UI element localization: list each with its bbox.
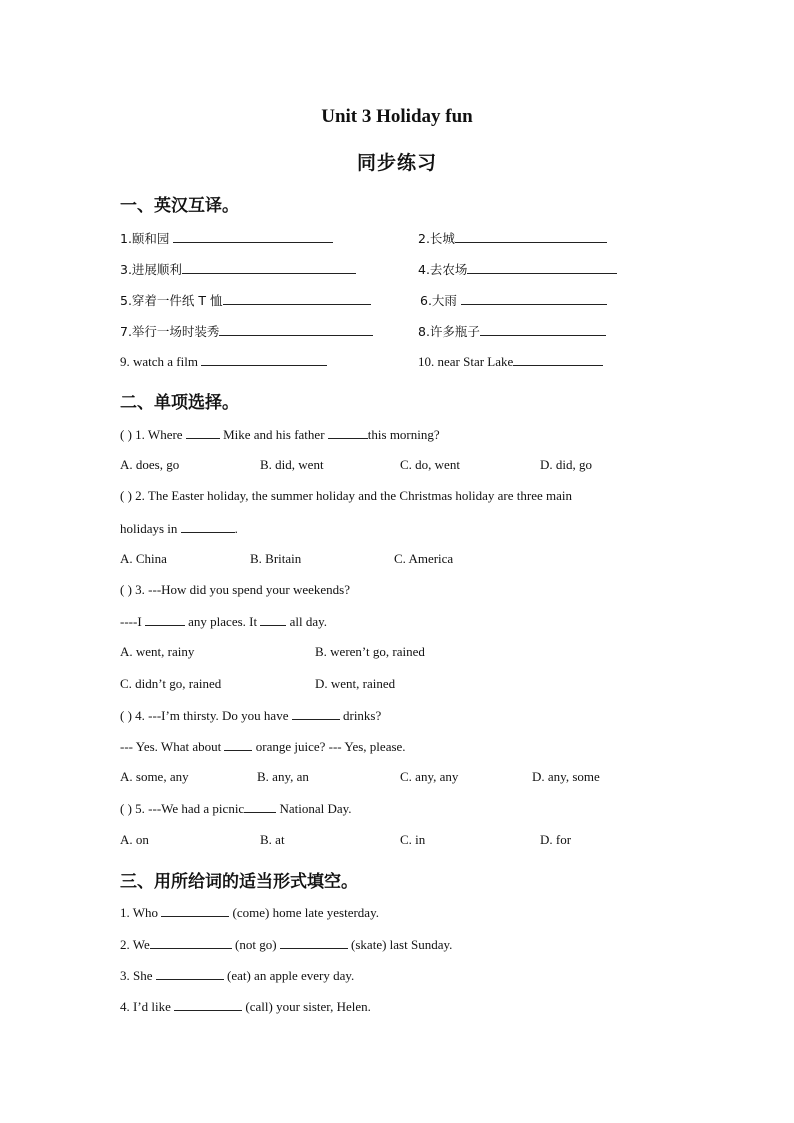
option[interactable]: C. do, went: [400, 457, 460, 472]
option[interactable]: C. didn’t go, rained: [120, 676, 222, 691]
translate-item: 3.进展顺利: [120, 260, 356, 278]
answer-blank[interactable]: [280, 936, 348, 949]
answer-blank[interactable]: [260, 613, 286, 626]
answer-blank[interactable]: [219, 323, 373, 336]
translate-item: 10. near Star Lake: [418, 353, 603, 370]
answer-blank[interactable]: [201, 353, 327, 366]
page-title: Unit 3 Holiday fun: [321, 106, 473, 127]
option[interactable]: B. weren’t go, rained: [315, 644, 425, 659]
option[interactable]: A. does, go: [120, 457, 180, 472]
answer-blank[interactable]: [513, 353, 603, 366]
answer-blank[interactable]: [156, 967, 224, 980]
answer-blank[interactable]: [467, 261, 617, 274]
translate-item: 9. watch a film: [120, 353, 327, 370]
fill-item-2: 2. We (not go) (skate) last Sunday.: [120, 937, 453, 952]
answer-blank[interactable]: [461, 292, 607, 305]
section-heading-translate: 一、英汉互译。: [120, 196, 239, 216]
option[interactable]: B. at: [260, 832, 285, 847]
option[interactable]: B. did, went: [260, 457, 324, 472]
answer-blank[interactable]: [181, 520, 235, 533]
answer-blank[interactable]: [292, 707, 340, 720]
answer-blank[interactable]: [224, 738, 252, 751]
section-heading-fill: 三、用所给词的适当形式填空。: [120, 872, 358, 892]
translate-item: 4.去农场: [418, 260, 617, 278]
answer-blank[interactable]: [174, 998, 242, 1011]
option[interactable]: D. for: [540, 832, 572, 847]
option[interactable]: C. in: [400, 832, 426, 847]
fill-item-4: 4. I’d like (call) your sister, Helen.: [120, 999, 371, 1014]
option[interactable]: D. any, some: [532, 769, 600, 784]
question-3-cont: ----I any places. It all day.: [120, 614, 328, 629]
option[interactable]: C. any, any: [400, 769, 459, 784]
answer-blank[interactable]: [145, 613, 185, 626]
translate-item: 1.颐和园: [120, 229, 333, 247]
translate-item: 2.长城: [418, 229, 607, 247]
option[interactable]: A. some, any: [120, 769, 189, 784]
answer-blank[interactable]: [186, 426, 220, 439]
question-2-cont: holidays in .: [120, 521, 238, 536]
option[interactable]: C. America: [394, 551, 454, 566]
section-heading-choice: 二、单项选择。: [120, 393, 239, 413]
fill-item-3: 3. She (eat) an apple every day.: [120, 968, 355, 983]
translate-item: 6.大雨: [420, 291, 607, 309]
translate-item: 5.穿着一件纸 T 恤: [120, 291, 371, 309]
answer-blank[interactable]: [182, 261, 356, 274]
option[interactable]: A. on: [120, 832, 149, 847]
option[interactable]: A. China: [120, 551, 167, 566]
answer-blank[interactable]: [328, 426, 368, 439]
question-2: ( ) 2. The Easter holiday, the summer holiday and the Christmas holiday are three main: [120, 488, 572, 503]
answer-blank[interactable]: [223, 292, 371, 305]
option[interactable]: D. did, go: [540, 457, 592, 472]
fill-item-1: 1. Who (come) home late yesterday.: [120, 905, 379, 920]
question-4-cont: --- Yes. What about orange juice? --- Yes, please.: [120, 739, 406, 754]
answer-blank[interactable]: [244, 800, 276, 813]
page-subtitle: 同步练习: [356, 152, 437, 174]
question-5: ( ) 5. ---We had a picnic National Day.: [120, 801, 352, 816]
answer-blank[interactable]: [173, 230, 333, 243]
option[interactable]: A. went, rainy: [120, 644, 195, 659]
answer-blank[interactable]: [480, 323, 606, 336]
option[interactable]: D. went, rained: [315, 676, 396, 691]
answer-blank[interactable]: [161, 904, 229, 917]
answer-blank[interactable]: [150, 936, 232, 949]
translate-item: 8.许多瓶子: [418, 322, 606, 340]
question-1: ( ) 1. Where Mike and his father this morning?: [120, 427, 440, 442]
question-3: ( ) 3. ---How did you spend your weekends?: [120, 582, 350, 597]
option[interactable]: B. any, an: [257, 769, 309, 784]
answer-blank[interactable]: [455, 230, 607, 243]
option[interactable]: B. Britain: [250, 551, 302, 566]
translate-item: 7.举行一场时装秀: [120, 322, 373, 340]
question-4: ( ) 4. ---I’m thirsty. Do you have drinks?: [120, 708, 382, 723]
